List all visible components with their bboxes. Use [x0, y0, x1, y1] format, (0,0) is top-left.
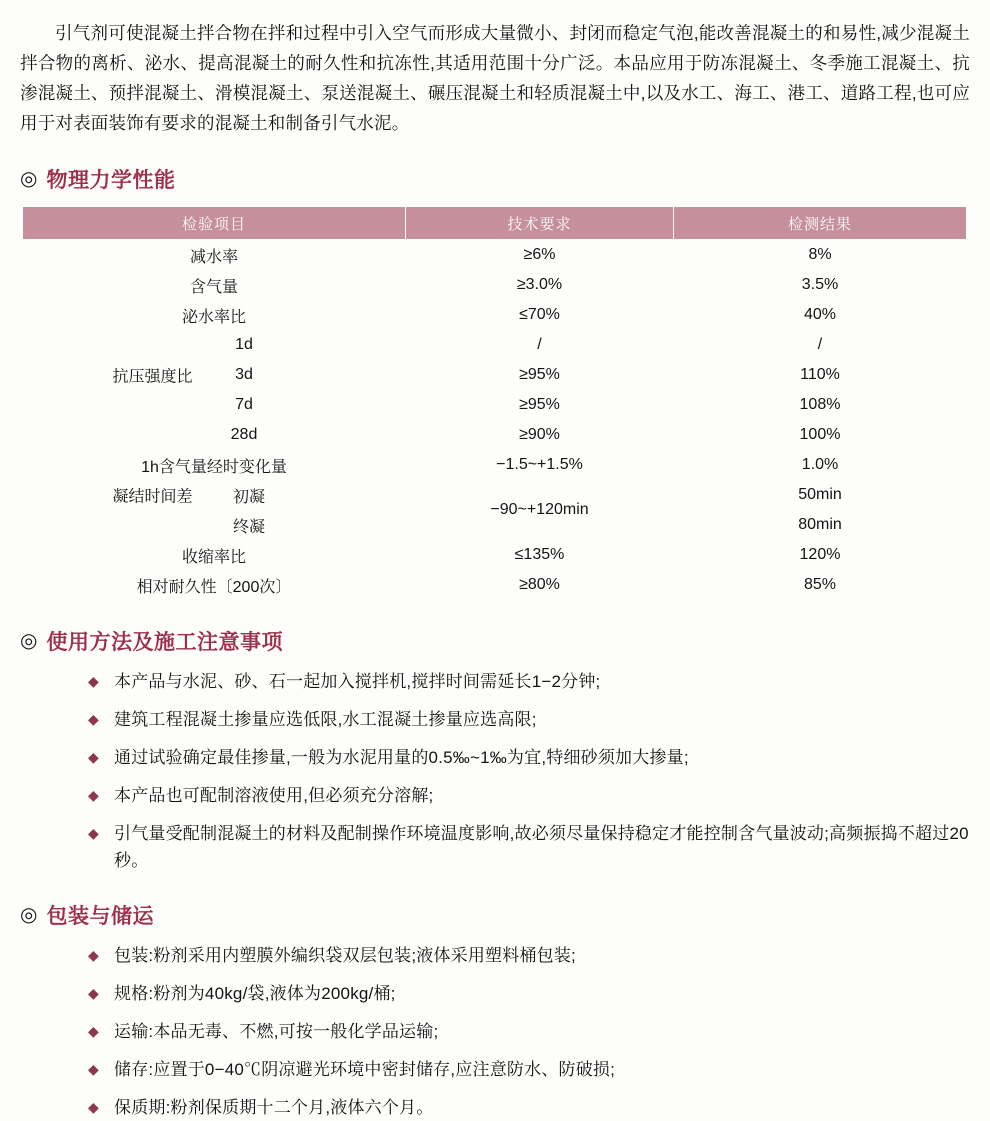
list-item [20, 980, 970, 1007]
cell-item-group [23, 510, 406, 540]
intro-paragraph: 引气剂可使混凝土拌合物在拌和过程中引入空气而形成大量微小、封闭而稳定气泡,能改善混凝土的和易性,减少混凝土拌合物的离析、泌水、提高混凝土的耐久性和抗冻性,其适用范围十分广泛。本品应用于防冻混凝土、冬季施工混凝土、抗渗混凝土、预拌混凝土、滑模混凝土、泵送混凝土、碾压混凝土和轻质混凝土中,以及水工、海工、港工、道路工程,也可应用于对表面装饰有要求的混凝土和制备引气水泥。 [20, 23, 970, 133]
cell-item-group [23, 420, 406, 450]
list-item-text: 通过试验确定最佳掺量,一般为水泥用量的0.5‰~1‰为宜,特细砂须加大掺量; [114, 748, 689, 767]
table-row [23, 330, 967, 360]
list-item [20, 1094, 970, 1121]
table-row [23, 360, 967, 390]
cell-result: 100% [799, 426, 841, 443]
table-row [23, 570, 967, 600]
cell-result: 120% [799, 546, 841, 563]
cell-sub-label: 28d [230, 426, 258, 443]
list-item [20, 942, 970, 969]
table-header-requirement: 技术要求 [406, 207, 674, 240]
list-item-text: 建筑工程混凝土掺量应选低限,水工混凝土掺量应选高限; [114, 710, 537, 729]
cell-sub-label: 初凝 [232, 488, 265, 506]
table-header-item: 检验项目 [23, 207, 406, 240]
section-title: 使用方法及施工注意事项 [46, 631, 283, 654]
table-row [23, 420, 967, 450]
cell-requirement: −1.5~+1.5% [496, 456, 583, 473]
list-item [20, 744, 970, 771]
cell-result: / [817, 336, 823, 353]
section-heading-performance [20, 164, 970, 194]
cell-result: 80min [798, 516, 842, 533]
section-heading-usage [20, 626, 970, 656]
diamond-bullet-icon: ◆ [88, 787, 99, 803]
cell-result: 3.5% [801, 276, 839, 293]
usage-list [20, 668, 970, 874]
list-item [20, 668, 970, 695]
cell-result: 1.0% [801, 456, 839, 473]
table-row [23, 450, 967, 480]
section-marker-icon: ◎ [20, 630, 38, 652]
diamond-bullet-icon: ◆ [88, 673, 99, 689]
table-row [23, 270, 967, 300]
table-row [23, 480, 967, 510]
list-item-text: 本产品也可配制溶液使用,但必须充分溶解; [114, 786, 434, 805]
section-heading-packaging [20, 900, 970, 930]
cell-sub-label: 7d [235, 396, 253, 413]
cell-result: 85% [803, 576, 837, 593]
performance-table [22, 206, 967, 600]
list-item-text: 本产品与水泥、砂、石一起加入搅拌机,搅拌时间需延长1−2分钟; [114, 672, 601, 691]
list-item [20, 1018, 970, 1045]
section-marker-icon: ◎ [20, 168, 38, 190]
cell-requirement: ≥6% [523, 246, 556, 263]
cell-item: 收缩率比 [181, 548, 246, 566]
cell-result: 40% [803, 306, 837, 323]
cell-requirement: ≥95% [519, 366, 560, 383]
diamond-bullet-icon: ◆ [88, 711, 99, 727]
cell-item: 减水率 [189, 248, 238, 266]
table-header-row [23, 207, 967, 240]
cell-requirement: / [537, 336, 542, 353]
cell-item-label: 抗压强度比 [112, 368, 193, 386]
table-row [23, 300, 967, 330]
cell-requirement: ≥95% [519, 396, 560, 413]
packaging-list [20, 942, 970, 1121]
list-item-text: 规格:粉剂为40kg/袋,液体为200kg/桶; [114, 984, 396, 1003]
cell-item: 1h含气量经时变化量 [141, 458, 287, 476]
cell-result: 50min [798, 486, 842, 503]
cell-item-group [23, 390, 406, 420]
cell-item: 相对耐久性〔200次〕 [136, 578, 292, 596]
diamond-bullet-icon: ◆ [88, 985, 99, 1001]
cell-item-group [23, 330, 406, 360]
list-item [20, 1056, 970, 1083]
cell-requirement: ≥90% [519, 426, 560, 443]
cell-sub-label: 终凝 [232, 518, 265, 536]
cell-item-label: 凝结时间差 [112, 488, 193, 506]
cell-requirement: ≥80% [519, 576, 560, 593]
diamond-bullet-icon: ◆ [88, 749, 99, 765]
diamond-bullet-icon: ◆ [88, 1023, 99, 1039]
list-item-text: 引气量受配制混凝土的材料及配制操作环境温度影响,故必须尽量保持稳定才能控制含气量波动;高频振捣不超过20秒。 [114, 824, 969, 870]
diamond-bullet-icon: ◆ [88, 825, 99, 841]
list-item-text: 保质期:粉剂保质期十二个月,液体六个月。 [114, 1098, 434, 1117]
cell-requirement: ≤135% [514, 546, 565, 563]
cell-item-group [23, 480, 406, 510]
section-title: 包装与储运 [46, 905, 154, 928]
list-item-text: 运输:本品无毒、不燃,可按一般化学品运输; [114, 1022, 439, 1041]
diamond-bullet-icon: ◆ [88, 947, 99, 963]
list-item [20, 820, 970, 874]
list-item-text: 储存:应置于0−40℃阴凉避光环境中密封储存,应注意防水、防破损; [114, 1060, 616, 1079]
table-header-result: 检测结果 [674, 207, 967, 240]
cell-requirement: −90~+120min [490, 501, 589, 518]
cell-result: 108% [799, 396, 841, 413]
cell-sub-label: 1d [235, 336, 253, 353]
section-title: 物理力学性能 [46, 169, 176, 192]
list-item-text: 包装:粉剂采用内塑膜外编织袋双层包装;液体采用塑料桶包装; [114, 946, 576, 965]
cell-result: 110% [800, 366, 840, 383]
cell-sub-label: 3d [235, 366, 253, 383]
cell-item: 泌水率比 [181, 308, 246, 326]
cell-requirement: ≤70% [519, 306, 560, 323]
table-row [23, 390, 967, 420]
table-row [23, 240, 967, 271]
table-row [23, 540, 967, 570]
diamond-bullet-icon: ◆ [88, 1099, 99, 1115]
cell-item-group [23, 360, 406, 390]
diamond-bullet-icon: ◆ [88, 1061, 99, 1077]
cell-requirement: ≥3.0% [516, 276, 563, 293]
section-marker-icon: ◎ [20, 904, 38, 926]
cell-result: 8% [808, 246, 832, 263]
list-item [20, 782, 970, 809]
list-item [20, 706, 970, 733]
cell-item: 含气量 [189, 278, 238, 296]
